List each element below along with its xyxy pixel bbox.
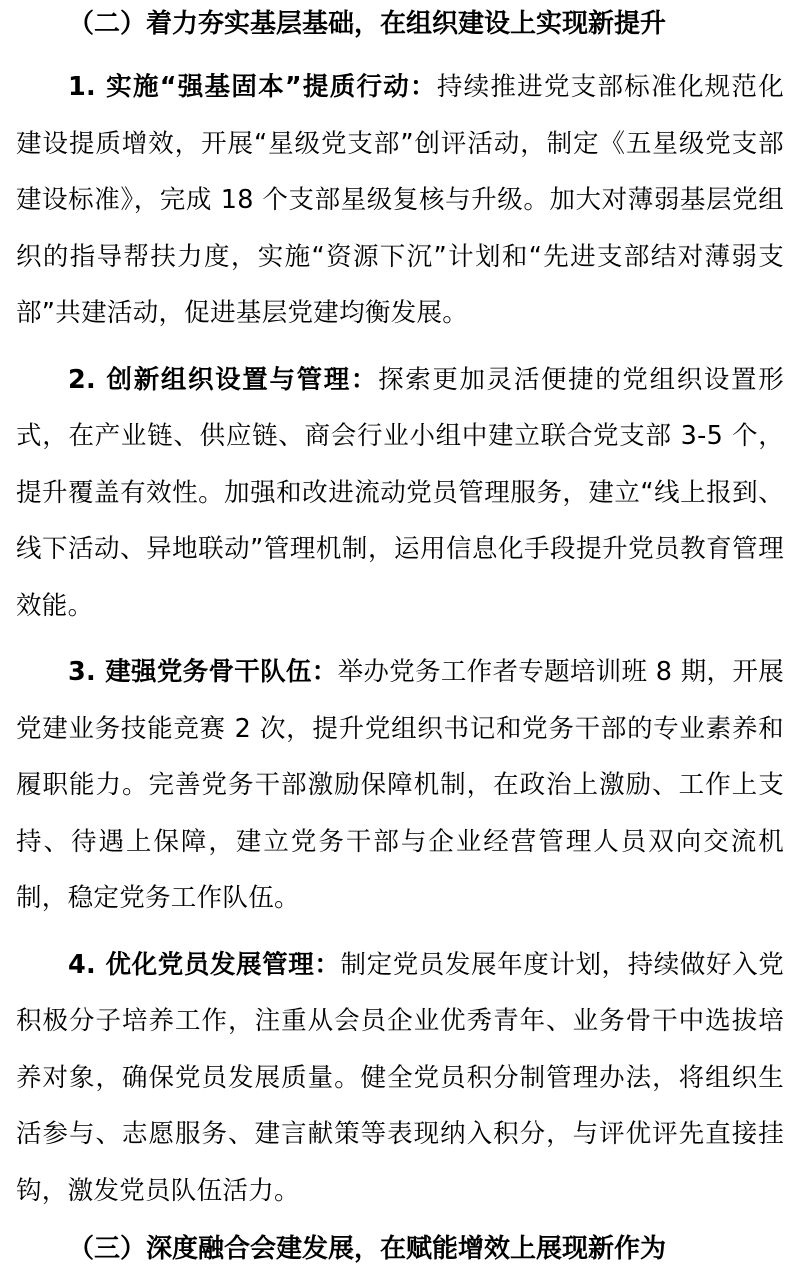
item-2-body: 探索更加灵活便捷的党组织设置形式，在产业链、供应链、商会行业小组中建立联合党支部 3-5 个，提升覆盖有效性。加强和改进流动党员管理服务，建立“线上报到、线下活动、异地联动”管理机制，运用信息化手段提升党员教育管理效能。 (16, 364, 784, 621)
item-3-lead: 3. 建强党务骨干队伍： (68, 657, 338, 687)
item-3-body: 举办党务工作者专题培训班 8 期，开展党建业务技能竞赛 2 次，提升党组织书记和党务干部的专业素养和履职能力。完善党务干部激励保障机制，在政治上激励、工作上支持、待遇上保障，建立党务干部与企业经营管理人员双向交流机制，稳定党务工作队伍。 (16, 657, 784, 913)
section-heading-3: （三）深度融合会建发展，在赋能增效上展现新作为 (68, 1234, 667, 1264)
section-heading-2: （二）着力夯实基层基础，在组织建设上实现新提升 (68, 9, 667, 39)
item-4-body: 制定党员发展年度计划，持续做好入党积极分子培养工作，注重从会员企业优秀青年、业务骨干中选拔培养对象，确保党员发展质量。健全党员积分制管理办法，将组织生活参与、志愿服务、建言献策等表现纳入积分，与评优评先直接挂钩，激发党员队伍活力。 (16, 949, 784, 1206)
item-4-lead: 4. 优化党员发展管理： (68, 949, 341, 980)
paragraph-item-3 (16, 644, 784, 927)
item-1-lead: 1. 实施“强基固本”提质行动： (68, 72, 437, 102)
item-1-body: 持续推进党支部标准化规范化建设提质增效，开展“星级党支部”创评活动，制定《五星级党支部建设标准》，完成 18 个支部星级复核与升级。加大对薄弱基层党组织的指导帮扶力度，实施“资源下沉”计划和“先进支部结对薄弱支部”共建活动，促进基层党建均衡发展。 (16, 72, 784, 328)
paragraph-item-2 (16, 352, 784, 635)
paragraph-item-4 (16, 937, 784, 1220)
paragraph-item-1 (16, 59, 784, 342)
item-2-lead: 2. 创新组织设置与管理： (68, 364, 379, 395)
